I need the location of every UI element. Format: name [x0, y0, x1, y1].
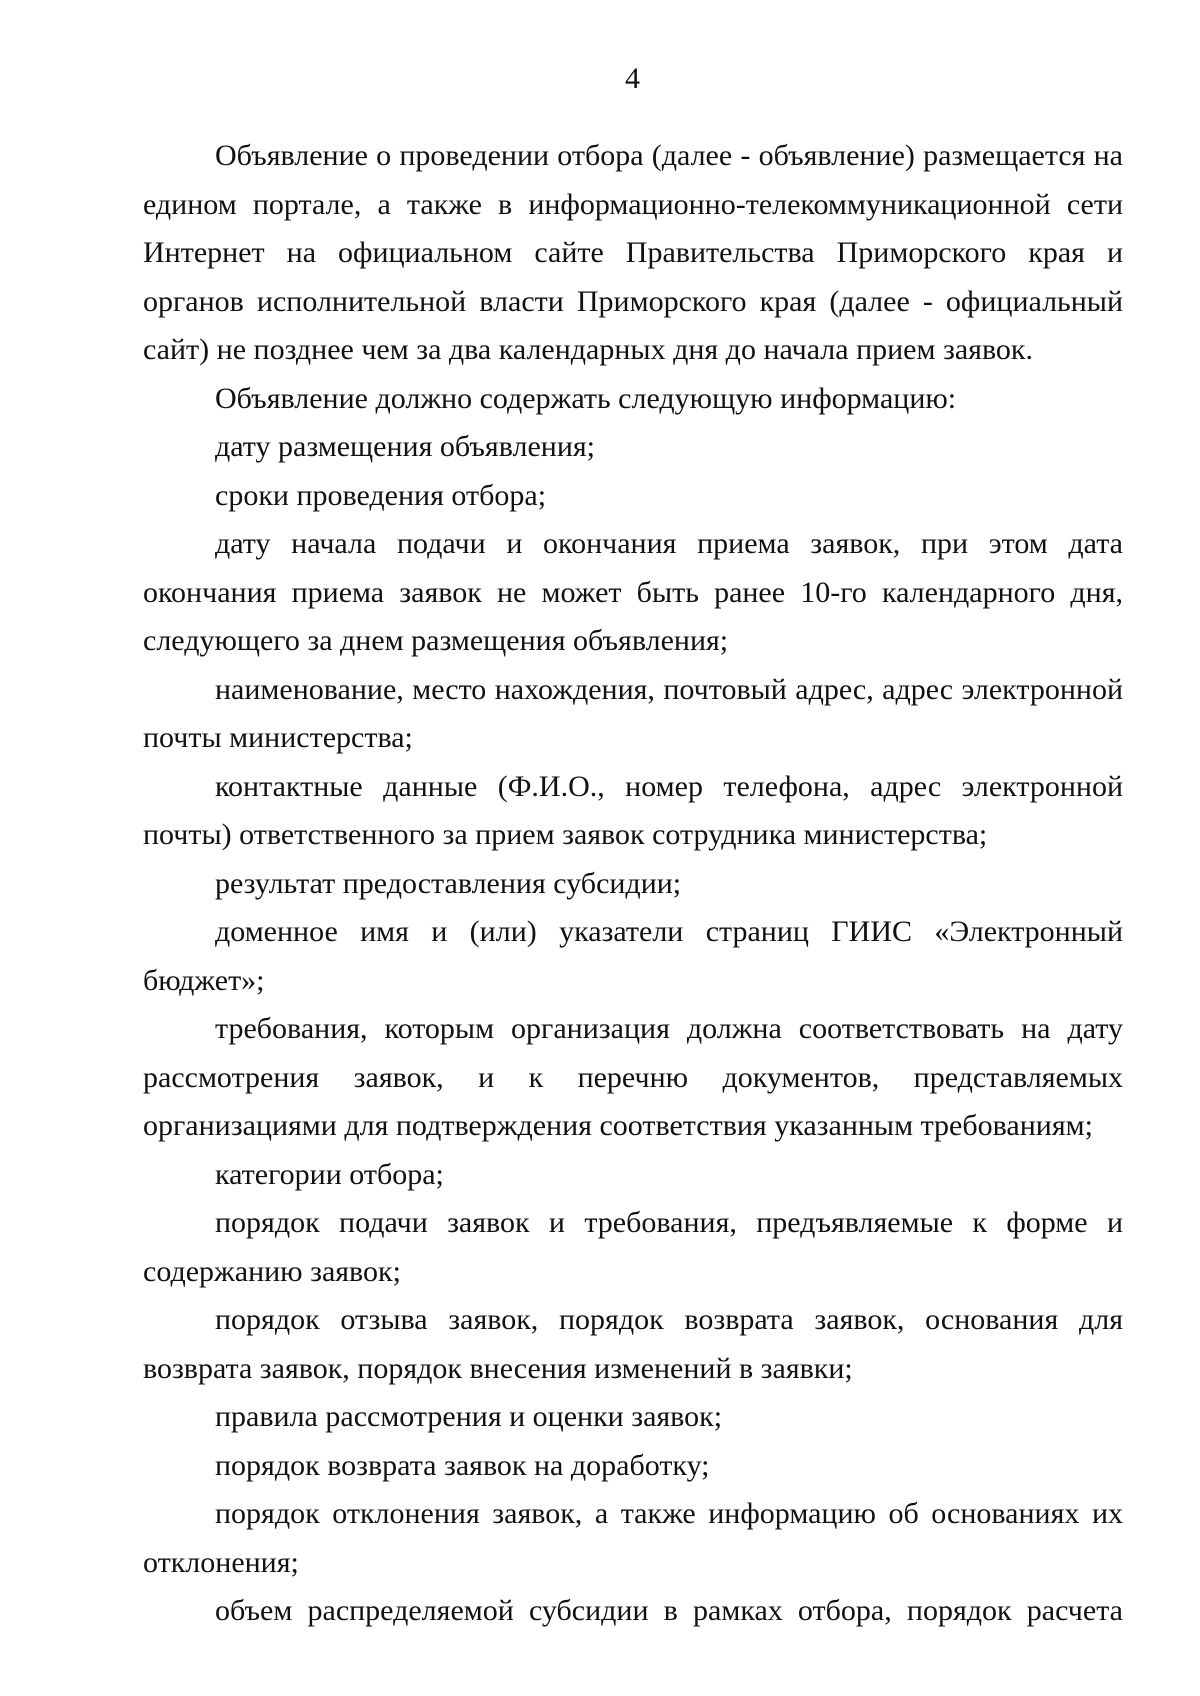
list-item-subsidy-volume: объем распределяемой субсидии в рамках отбора, порядок расчета: [215, 1594, 1123, 1627]
document-body: [143, 132, 1123, 1636]
list-item-contact-details: контактные данные (Ф.И.О., номер телефона, адрес электронной почты) ответственного за прием заявок сотрудника министерства;: [143, 769, 1123, 851]
list-item-ministry-address: наименование, место нахождения, почтовый адрес, адрес электронной почты министерства;: [143, 672, 1123, 754]
list-item-domain-name: доменное имя и (или) указатели страниц ГИИС «Электронный бюджет»;: [143, 915, 1123, 997]
page-number: 4: [625, 62, 640, 95]
list-item-organization-requirements: требования, которым организация должна соответствовать на дату рассмотрения заявок, и к перечню документов, представляемых организациями для подтверждения соответствия указанным требованиям;: [143, 1012, 1123, 1142]
list-item-subsidy-result: результат предоставления субсидии;: [215, 866, 682, 900]
list-item-return-for-revision: порядок возврата заявок на доработку;: [215, 1448, 710, 1482]
list-item-rejection-procedure: порядок отклонения заявок, а также информацию об основаниях их отклонения;: [143, 1497, 1123, 1579]
paragraph-announcement-contents: Объявление должно содержать следующую информацию:: [215, 381, 957, 415]
list-item-submission-procedure: порядок подачи заявок и требования, предъявляемые к форме и содержанию заявок;: [143, 1206, 1123, 1288]
list-item-selection-categories: категории отбора;: [215, 1157, 444, 1191]
list-item-application-dates: дату начала подачи и окончания приема заявок, при этом дата окончания приема заявок не может быть ранее 10-го календарного дня, следующего за днем размещения объявления;: [143, 527, 1123, 657]
paragraph-announcement-placement: Объявление о проведении отбора (далее - объявление) размещается на едином портале, а также в информационно-телекоммуникационной сети Интернет на официальном сайте Правительства Приморского края и органов исполнительной власти Приморского края (далее - официальный сайт) не позднее чем за два календарных дня до начала прием заявок.: [143, 139, 1123, 366]
list-item-selection-period: сроки проведения отбора;: [215, 478, 547, 512]
list-item-review-rules: правила рассмотрения и оценки заявок;: [215, 1400, 723, 1433]
list-item-placement-date: дату размещения объявления;: [215, 430, 596, 463]
list-item-withdrawal-procedure: порядок отзыва заявок, порядок возврата заявок, основания для возврата заявок, порядок внесения изменений в заявки;: [143, 1303, 1123, 1385]
